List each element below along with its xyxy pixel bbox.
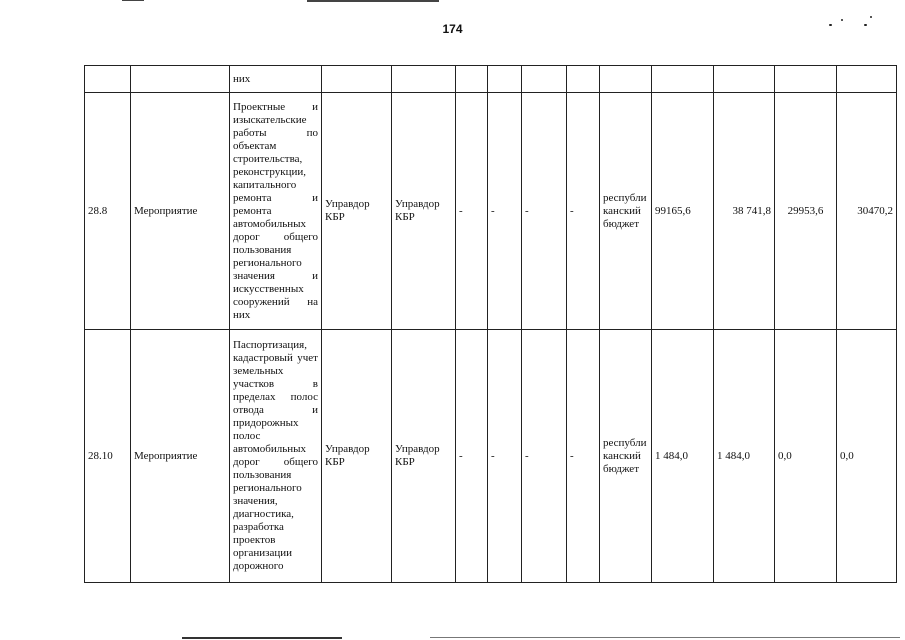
cell-dash: - [522, 93, 567, 330]
page-number: 174 [442, 22, 463, 36]
scan-line-bottom-left [182, 637, 342, 639]
cell-value: 1 484,0 [714, 330, 775, 583]
cell-funding-source: республиканский бюджет [600, 330, 652, 583]
cell-value-total: 99165,6 [652, 93, 714, 330]
cell-empty [837, 66, 897, 93]
cell-value: 0,0 [837, 330, 897, 583]
cell-number: 28.8 [85, 93, 131, 330]
scan-speck [864, 24, 867, 26]
cell-desc-continuation: них [230, 66, 322, 93]
cell-value-total: 1 484,0 [652, 330, 714, 583]
cell-empty [131, 66, 230, 93]
cell-empty [85, 66, 131, 93]
cell-empty [392, 66, 456, 93]
cell-executor: Управдор КБР [322, 93, 392, 330]
cell-value: 30470,2 [837, 93, 897, 330]
cell-coexecutor: Управдор КБР [392, 93, 456, 330]
scan-speck [841, 19, 843, 21]
cell-empty [322, 66, 392, 93]
cell-empty [567, 66, 600, 93]
scan-line-top [307, 0, 439, 2]
cell-number: 28.10 [85, 330, 131, 583]
cell-empty [488, 66, 522, 93]
cell-dash: - [567, 330, 600, 583]
cell-dash: - [488, 93, 522, 330]
cell-dash: - [567, 93, 600, 330]
table-row [85, 93, 897, 330]
cell-coexecutor: Управдор КБР [392, 330, 456, 583]
table-row [85, 330, 897, 583]
cell-dash: - [488, 330, 522, 583]
cell-description: Паспортизация, кадастровый учет земельных участков в пределах полос отвода и придорожных полос автомобильных дорог общего пользования регионального значения, диагностика, разработка проектов организации дорожного [230, 330, 322, 583]
cell-dash: - [456, 93, 488, 330]
cell-dash: - [522, 330, 567, 583]
cell-executor: Управдор КБР [322, 330, 392, 583]
cell-type: Мероприятие [131, 93, 230, 330]
cell-value: 0,0 [775, 330, 837, 583]
cell-empty [652, 66, 714, 93]
cell-empty [456, 66, 488, 93]
cell-empty [775, 66, 837, 93]
cell-type: Мероприятие [131, 330, 230, 583]
cell-description: Проектные и изыскательские работы по объектам строительства, реконструкции, капитального ремонта и ремонта автомобильных дорог общего пользования регионального значения и искусственных сооружений на них [230, 93, 322, 330]
cell-value: 38 741,8 [714, 93, 775, 330]
cell-empty [714, 66, 775, 93]
scan-speck [829, 24, 832, 26]
scan-line-bottom-right [430, 637, 900, 638]
budget-table [84, 65, 897, 583]
cell-funding-source: республиканский бюджет [600, 93, 652, 330]
cell-empty [600, 66, 652, 93]
cell-dash: - [456, 330, 488, 583]
scan-speck [870, 16, 872, 18]
table-row-continuation [85, 66, 897, 93]
cell-empty [522, 66, 567, 93]
scan-line-top-left [122, 0, 144, 1]
cell-value: 29953,6 [775, 93, 837, 330]
